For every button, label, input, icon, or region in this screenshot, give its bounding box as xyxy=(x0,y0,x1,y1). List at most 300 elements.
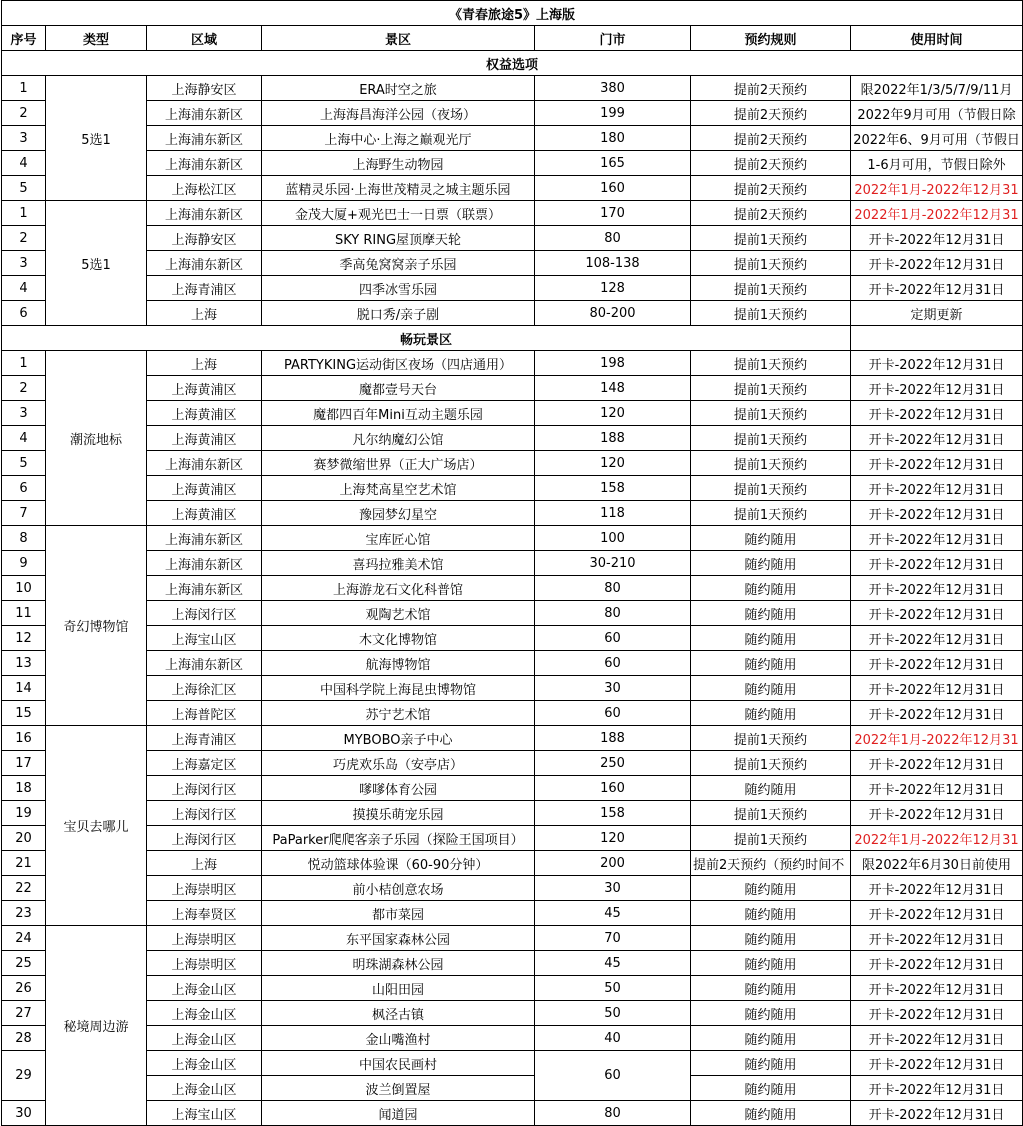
column-header: 使用时间 xyxy=(851,26,1023,51)
row-spot: 闻道园 xyxy=(262,1101,535,1126)
row-time: 2022年9月可用（节假日除 xyxy=(851,101,1023,126)
row-time: 开卡-2022年12月31日 xyxy=(851,526,1023,551)
row-time: 开卡-2022年12月31日 xyxy=(851,926,1023,951)
row-time: 定期更新 xyxy=(851,301,1023,326)
row-time: 开卡-2022年12月31日 xyxy=(851,276,1023,301)
table-row xyxy=(2,451,1023,476)
table-row xyxy=(2,1076,1023,1101)
row-time: 开卡-2022年12月31日 xyxy=(851,601,1023,626)
table-row xyxy=(2,701,1023,726)
row-price: 198 xyxy=(535,351,691,376)
row-time: 开卡-2022年12月31日 xyxy=(851,251,1023,276)
row-spot: 金茂大厦+观光巴士一日票（联票） xyxy=(262,201,535,226)
row-spot: 上海野生动物园 xyxy=(262,151,535,176)
row-area: 上海 xyxy=(147,301,262,326)
row-number: 5 xyxy=(2,451,46,476)
row-time: 开卡-2022年12月31日 xyxy=(851,626,1023,651)
row-price: 128 xyxy=(535,276,691,301)
row-area: 上海浦东新区 xyxy=(147,651,262,676)
row-price: 165 xyxy=(535,151,691,176)
column-header: 门市 xyxy=(535,26,691,51)
row-spot: 悦动篮球体验课（60-90分钟） xyxy=(262,851,535,876)
row-time: 开卡-2022年12月31日 xyxy=(851,801,1023,826)
row-price: 108-138 xyxy=(535,251,691,276)
row-rule: 提前1天预约 xyxy=(691,726,851,751)
row-area: 上海金山区 xyxy=(147,1026,262,1051)
row-rule: 提前1天预约 xyxy=(691,751,851,776)
row-spot: PARTYKING运动街区夜场（四店通用） xyxy=(262,351,535,376)
table-row xyxy=(2,226,1023,251)
row-time: 开卡-2022年12月31日 xyxy=(851,1101,1023,1126)
row-number: 11 xyxy=(2,601,46,626)
row-price: 160 xyxy=(535,776,691,801)
table-row xyxy=(2,151,1023,176)
row-rule: 随约随用 xyxy=(691,876,851,901)
row-area: 上海浦东新区 xyxy=(147,126,262,151)
row-area: 上海黄浦区 xyxy=(147,376,262,401)
row-rule: 随约随用 xyxy=(691,1001,851,1026)
row-number: 1 xyxy=(2,76,46,101)
row-rule: 随约随用 xyxy=(691,1051,851,1076)
row-time: 开卡-2022年12月31日 xyxy=(851,701,1023,726)
table-row xyxy=(2,401,1023,426)
row-area: 上海普陀区 xyxy=(147,701,262,726)
row-rule: 提前1天预约 xyxy=(691,476,851,501)
row-spot: 波兰倒置屋 xyxy=(262,1076,535,1101)
table-row xyxy=(2,551,1023,576)
row-price: 80 xyxy=(535,226,691,251)
row-price: 80 xyxy=(535,601,691,626)
row-area: 上海静安区 xyxy=(147,226,262,251)
row-area: 上海黄浦区 xyxy=(147,476,262,501)
row-spot: 宝库匠心馆 xyxy=(262,526,535,551)
table-row xyxy=(2,776,1023,801)
row-spot: 喜玛拉雅美术馆 xyxy=(262,551,535,576)
row-spot: 巧虎欢乐岛（安亭店） xyxy=(262,751,535,776)
row-spot: 明珠湖森林公园 xyxy=(262,951,535,976)
row-price: 70 xyxy=(535,926,691,951)
column-header: 景区 xyxy=(262,26,535,51)
row-number: 7 xyxy=(2,501,46,526)
section-blank xyxy=(851,326,1023,351)
row-area: 上海浦东新区 xyxy=(147,451,262,476)
row-area: 上海黄浦区 xyxy=(147,426,262,451)
section-title: 权益选项 xyxy=(2,51,1023,76)
table-row xyxy=(2,601,1023,626)
row-spot: 东平国家森林公园 xyxy=(262,926,535,951)
row-spot: 上海中心·上海之巅观光厅 xyxy=(262,126,535,151)
row-price: 30 xyxy=(535,876,691,901)
row-rule: 随约随用 xyxy=(691,576,851,601)
row-time: 开卡-2022年12月31日 xyxy=(851,426,1023,451)
row-spot: 四季冰雪乐园 xyxy=(262,276,535,301)
row-area: 上海闵行区 xyxy=(147,776,262,801)
row-number: 23 xyxy=(2,901,46,926)
row-area: 上海静安区 xyxy=(147,76,262,101)
row-time: 2022年1月-2022年12月31 xyxy=(851,826,1023,851)
row-price: 148 xyxy=(535,376,691,401)
row-number: 3 xyxy=(2,401,46,426)
row-spot: 季高兔窝窝亲子乐园 xyxy=(262,251,535,276)
row-area: 上海闵行区 xyxy=(147,826,262,851)
row-number: 28 xyxy=(2,1026,46,1051)
row-price: 60 xyxy=(535,701,691,726)
row-time: 2022年1月-2022年12月31 xyxy=(851,726,1023,751)
row-time: 开卡-2022年12月31日 xyxy=(851,576,1023,601)
row-time: 开卡-2022年12月31日 xyxy=(851,401,1023,426)
row-price: 380 xyxy=(535,76,691,101)
row-area: 上海松江区 xyxy=(147,176,262,201)
row-price: 158 xyxy=(535,476,691,501)
row-rule: 提前1天预约 xyxy=(691,501,851,526)
table-row xyxy=(2,476,1023,501)
row-area: 上海青浦区 xyxy=(147,726,262,751)
row-rule: 随约随用 xyxy=(691,1026,851,1051)
table-row xyxy=(2,901,1023,926)
row-number: 12 xyxy=(2,626,46,651)
row-rule: 提前1天预约 xyxy=(691,301,851,326)
row-price: 199 xyxy=(535,101,691,126)
row-rule: 随约随用 xyxy=(691,651,851,676)
row-type: 奇幻博物馆 xyxy=(46,526,147,726)
row-rule: 提前2天预约 xyxy=(691,101,851,126)
row-time: 开卡-2022年12月31日 xyxy=(851,501,1023,526)
table-row xyxy=(2,676,1023,701)
row-area: 上海浦东新区 xyxy=(147,551,262,576)
row-number: 6 xyxy=(2,476,46,501)
row-rule: 提前2天预约 xyxy=(691,176,851,201)
row-rule: 随约随用 xyxy=(691,951,851,976)
row-spot: 上海游龙石文化科普馆 xyxy=(262,576,535,601)
table-row xyxy=(2,301,1023,326)
row-rule: 提前2天预约 xyxy=(691,201,851,226)
row-price: 80 xyxy=(535,1101,691,1126)
row-rule: 提前1天预约 xyxy=(691,451,851,476)
section-row-play xyxy=(2,326,1023,351)
row-spot: MYBOBO亲子中心 xyxy=(262,726,535,751)
row-area: 上海浦东新区 xyxy=(147,151,262,176)
row-price: 200 xyxy=(535,851,691,876)
row-spot: 苏宁艺术馆 xyxy=(262,701,535,726)
row-time: 开卡-2022年12月31日 xyxy=(851,976,1023,1001)
row-rule: 提前1天预约 xyxy=(691,426,851,451)
row-rule: 随约随用 xyxy=(691,976,851,1001)
row-time: 2022年1月-2022年12月31 xyxy=(851,201,1023,226)
row-number: 22 xyxy=(2,876,46,901)
row-spot: SKY RING屋顶摩天轮 xyxy=(262,226,535,251)
row-price: 120 xyxy=(535,451,691,476)
row-rule: 随约随用 xyxy=(691,551,851,576)
row-number: 1 xyxy=(2,351,46,376)
row-spot: 魔都四百年Mini互动主题乐园 xyxy=(262,401,535,426)
row-number: 20 xyxy=(2,826,46,851)
row-rule: 提前2天预约（预约时间不 xyxy=(691,851,851,876)
row-time: 开卡-2022年12月31日 xyxy=(851,651,1023,676)
row-rule: 随约随用 xyxy=(691,626,851,651)
row-rule: 提前1天预约 xyxy=(691,401,851,426)
row-time: 开卡-2022年12月31日 xyxy=(851,226,1023,251)
row-time: 2022年6、9月可用（节假日 xyxy=(851,126,1023,151)
row-price: 118 xyxy=(535,501,691,526)
row-area: 上海宝山区 xyxy=(147,626,262,651)
row-area: 上海嘉定区 xyxy=(147,751,262,776)
header-row xyxy=(2,26,1023,51)
row-spot: 山阳田园 xyxy=(262,976,535,1001)
row-spot: 都市菜园 xyxy=(262,901,535,926)
row-price: 100 xyxy=(535,526,691,551)
row-number: 4 xyxy=(2,276,46,301)
table-row xyxy=(2,526,1023,551)
row-rule: 提前2天预约 xyxy=(691,126,851,151)
row-area: 上海闵行区 xyxy=(147,801,262,826)
row-number: 9 xyxy=(2,551,46,576)
row-price: 180 xyxy=(535,126,691,151)
table-row xyxy=(2,76,1023,101)
row-rule: 随约随用 xyxy=(691,776,851,801)
row-price: 160 xyxy=(535,176,691,201)
row-time: 限2022年6月30日前使用 xyxy=(851,851,1023,876)
row-time: 限2022年1/3/5/7/9/11月 xyxy=(851,76,1023,101)
table-row xyxy=(2,501,1023,526)
table-row xyxy=(2,101,1023,126)
table-row xyxy=(2,276,1023,301)
row-number: 27 xyxy=(2,1001,46,1026)
row-rule: 随约随用 xyxy=(691,676,851,701)
table-row xyxy=(2,576,1023,601)
row-rule: 提前2天预约 xyxy=(691,76,851,101)
section-row-rights xyxy=(2,51,1023,76)
row-rule: 提前1天预约 xyxy=(691,801,851,826)
row-rule: 提前2天预约 xyxy=(691,151,851,176)
table-row xyxy=(2,1001,1023,1026)
row-price: 30-210 xyxy=(535,551,691,576)
row-number: 17 xyxy=(2,751,46,776)
row-area: 上海金山区 xyxy=(147,1076,262,1101)
row-spot: 魔都壹号天台 xyxy=(262,376,535,401)
row-time: 开卡-2022年12月31日 xyxy=(851,876,1023,901)
table-row xyxy=(2,951,1023,976)
row-spot: 蓝精灵乐园·上海世茂精灵之城主题乐园 xyxy=(262,176,535,201)
table-row xyxy=(2,1051,1023,1076)
row-spot: 前小桔创意农场 xyxy=(262,876,535,901)
table-row xyxy=(2,851,1023,876)
table-row xyxy=(2,626,1023,651)
row-spot: 嗲嗲体育公园 xyxy=(262,776,535,801)
row-price: 80-200 xyxy=(535,301,691,326)
row-area: 上海奉贤区 xyxy=(147,901,262,926)
row-time: 2022年1月-2022年12月31 xyxy=(851,176,1023,201)
row-spot: 中国科学院上海昆虫博物馆 xyxy=(262,676,535,701)
row-number: 14 xyxy=(2,676,46,701)
row-time: 开卡-2022年12月31日 xyxy=(851,551,1023,576)
row-spot: 木文化博物馆 xyxy=(262,626,535,651)
row-number: 3 xyxy=(2,126,46,151)
row-price: 120 xyxy=(535,826,691,851)
row-number: 19 xyxy=(2,801,46,826)
table-row xyxy=(2,126,1023,151)
row-area: 上海黄浦区 xyxy=(147,401,262,426)
column-header: 序号 xyxy=(2,26,46,51)
table-row xyxy=(2,251,1023,276)
row-number: 13 xyxy=(2,651,46,676)
row-number: 2 xyxy=(2,376,46,401)
row-number: 4 xyxy=(2,426,46,451)
row-type: 秘境周边游 xyxy=(46,926,147,1126)
row-area: 上海崇明区 xyxy=(147,926,262,951)
row-number: 21 xyxy=(2,851,46,876)
row-time: 开卡-2022年12月31日 xyxy=(851,1076,1023,1101)
row-time: 开卡-2022年12月31日 xyxy=(851,1026,1023,1051)
row-number: 1 xyxy=(2,201,46,226)
row-area: 上海青浦区 xyxy=(147,276,262,301)
row-type: 5选1 xyxy=(46,76,147,201)
row-rule: 随约随用 xyxy=(691,901,851,926)
row-number: 5 xyxy=(2,176,46,201)
row-price: 50 xyxy=(535,976,691,1001)
row-area: 上海浦东新区 xyxy=(147,201,262,226)
row-time: 开卡-2022年12月31日 xyxy=(851,951,1023,976)
row-type: 5选1 xyxy=(46,201,147,326)
row-rule: 提前1天预约 xyxy=(691,226,851,251)
row-price: 30 xyxy=(535,676,691,701)
row-rule: 提前1天预约 xyxy=(691,276,851,301)
table-row xyxy=(2,726,1023,751)
row-spot: 摸摸乐萌宠乐园 xyxy=(262,801,535,826)
row-price: 40 xyxy=(535,1026,691,1051)
row-price: 60 xyxy=(535,1051,691,1101)
row-time: 开卡-2022年12月31日 xyxy=(851,376,1023,401)
row-time: 开卡-2022年12月31日 xyxy=(851,776,1023,801)
table-row xyxy=(2,876,1023,901)
table-row xyxy=(2,426,1023,451)
column-header: 类型 xyxy=(46,26,147,51)
table-row xyxy=(2,176,1023,201)
column-header: 区域 xyxy=(147,26,262,51)
table-row xyxy=(2,1101,1023,1126)
row-price: 170 xyxy=(535,201,691,226)
row-time: 开卡-2022年12月31日 xyxy=(851,351,1023,376)
row-rule: 随约随用 xyxy=(691,1101,851,1126)
row-area: 上海崇明区 xyxy=(147,876,262,901)
row-spot: 上海海昌海洋公园（夜场） xyxy=(262,101,535,126)
row-price: 60 xyxy=(535,626,691,651)
row-number: 8 xyxy=(2,526,46,551)
table-row xyxy=(2,926,1023,951)
table-row xyxy=(2,651,1023,676)
row-area: 上海浦东新区 xyxy=(147,251,262,276)
row-number: 30 xyxy=(2,1101,46,1126)
title-row xyxy=(2,1,1023,26)
table-row xyxy=(2,1026,1023,1051)
row-spot: 豫园梦幻星空 xyxy=(262,501,535,526)
row-area: 上海金山区 xyxy=(147,976,262,1001)
row-time: 1-6月可用，节假日除外 xyxy=(851,151,1023,176)
row-number: 24 xyxy=(2,926,46,951)
row-price: 158 xyxy=(535,801,691,826)
row-area: 上海 xyxy=(147,851,262,876)
row-area: 上海徐汇区 xyxy=(147,676,262,701)
row-spot: 脱口秀/亲子剧 xyxy=(262,301,535,326)
row-rule: 提前1天预约 xyxy=(691,351,851,376)
row-spot: 上海梵高星空艺术馆 xyxy=(262,476,535,501)
row-number: 15 xyxy=(2,701,46,726)
row-time: 开卡-2022年12月31日 xyxy=(851,476,1023,501)
row-number: 2 xyxy=(2,226,46,251)
row-price: 120 xyxy=(535,401,691,426)
row-rule: 随约随用 xyxy=(691,926,851,951)
row-type: 宝贝去哪儿 xyxy=(46,726,147,926)
row-rule: 提前1天预约 xyxy=(691,826,851,851)
row-price: 250 xyxy=(535,751,691,776)
row-area: 上海 xyxy=(147,351,262,376)
row-number: 4 xyxy=(2,151,46,176)
benefits-table xyxy=(1,0,1023,1126)
row-price: 80 xyxy=(535,576,691,601)
row-price: 188 xyxy=(535,426,691,451)
row-area: 上海黄浦区 xyxy=(147,501,262,526)
row-time: 开卡-2022年12月31日 xyxy=(851,1051,1023,1076)
table-row xyxy=(2,976,1023,1001)
row-time: 开卡-2022年12月31日 xyxy=(851,451,1023,476)
row-spot: ERA时空之旅 xyxy=(262,76,535,101)
table-row xyxy=(2,376,1023,401)
row-area: 上海宝山区 xyxy=(147,1101,262,1126)
row-time: 开卡-2022年12月31日 xyxy=(851,676,1023,701)
row-time: 开卡-2022年12月31日 xyxy=(851,1001,1023,1026)
row-time: 开卡-2022年12月31日 xyxy=(851,751,1023,776)
row-spot: 凡尔纳魔幻公馆 xyxy=(262,426,535,451)
row-price: 50 xyxy=(535,1001,691,1026)
column-header: 预约规则 xyxy=(691,26,851,51)
row-rule: 提前1天预约 xyxy=(691,251,851,276)
row-time: 开卡-2022年12月31日 xyxy=(851,901,1023,926)
section-title: 畅玩景区 xyxy=(2,326,851,351)
table-title: 《青春旅途5》上海版 xyxy=(2,1,1023,26)
table-row xyxy=(2,826,1023,851)
row-number: 26 xyxy=(2,976,46,1001)
row-area: 上海崇明区 xyxy=(147,951,262,976)
row-rule: 随约随用 xyxy=(691,701,851,726)
row-area: 上海浦东新区 xyxy=(147,576,262,601)
row-area: 上海浦东新区 xyxy=(147,526,262,551)
row-rule: 随约随用 xyxy=(691,526,851,551)
row-price: 45 xyxy=(535,901,691,926)
table-row xyxy=(2,201,1023,226)
row-type: 潮流地标 xyxy=(46,351,147,526)
row-number: 6 xyxy=(2,301,46,326)
row-number: 10 xyxy=(2,576,46,601)
row-spot: PaParker爬爬客亲子乐园（探险王国项目） xyxy=(262,826,535,851)
row-area: 上海金山区 xyxy=(147,1001,262,1026)
row-area: 上海浦东新区 xyxy=(147,101,262,126)
row-spot: 金山嘴渔村 xyxy=(262,1026,535,1051)
table-row xyxy=(2,801,1023,826)
row-spot: 中国农民画村 xyxy=(262,1051,535,1076)
row-rule: 随约随用 xyxy=(691,1076,851,1101)
row-price: 45 xyxy=(535,951,691,976)
row-price: 188 xyxy=(535,726,691,751)
row-price: 60 xyxy=(535,651,691,676)
table-row xyxy=(2,751,1023,776)
row-area: 上海闵行区 xyxy=(147,601,262,626)
row-spot: 观陶艺术馆 xyxy=(262,601,535,626)
row-spot: 航海博物馆 xyxy=(262,651,535,676)
table-row xyxy=(2,351,1023,376)
row-number: 2 xyxy=(2,101,46,126)
row-number: 16 xyxy=(2,726,46,751)
row-area: 上海金山区 xyxy=(147,1051,262,1076)
row-number: 18 xyxy=(2,776,46,801)
